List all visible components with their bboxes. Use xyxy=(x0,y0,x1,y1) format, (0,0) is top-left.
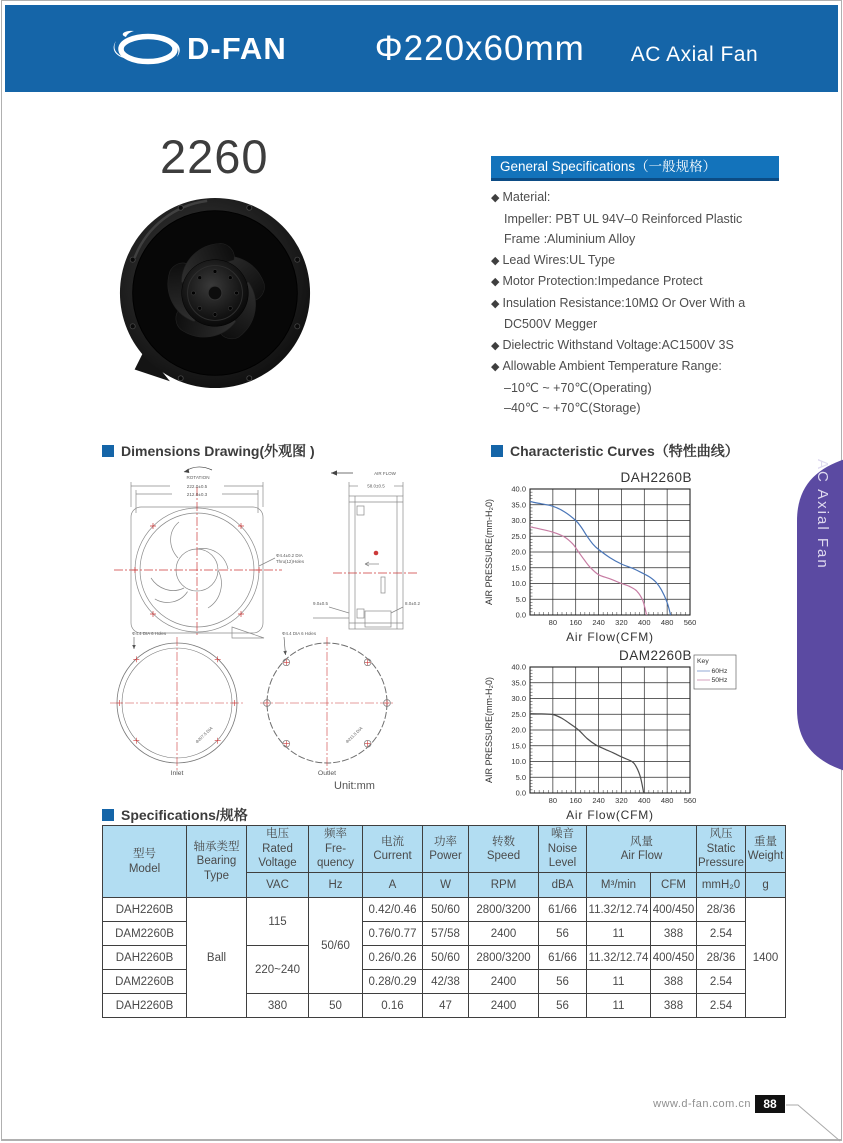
svg-text:0.0: 0.0 xyxy=(515,788,526,798)
dim-inner-label: 212.0±0.3 xyxy=(186,491,208,497)
side-tab-label: AC Axial Fan xyxy=(814,459,831,570)
col-header-weight: 重量 Weight xyxy=(746,826,786,873)
table-row xyxy=(103,898,786,922)
spec-item: ◆ Dielectric Withstand Voltage:AC1500V 3S xyxy=(491,337,734,352)
cell: 388 xyxy=(651,994,697,1018)
cell-weight: 1400 xyxy=(746,898,786,1018)
diamond-bullet-icon: ◆ xyxy=(491,339,500,352)
spec-item: ◆ Allowable Ambient Temperature Range: xyxy=(491,359,722,373)
thru-holes-label: Φ4.4±0.2 DIA xyxy=(276,553,303,558)
cell: 0.26/0.26 xyxy=(363,946,423,970)
spec-item: –40℃ ~ +70℃(Storage) xyxy=(504,401,641,415)
col-header-voltage: 电压 Rated Voltage xyxy=(247,826,309,873)
product-category: AC Axial Fan xyxy=(630,42,759,66)
cell-frequency: 50 xyxy=(309,994,363,1018)
unit-a: A xyxy=(363,873,423,898)
brand-logo xyxy=(110,28,287,70)
blue-square-icon xyxy=(102,445,114,457)
svg-text:320: 320 xyxy=(615,618,628,627)
blue-square-icon xyxy=(102,809,114,821)
cell: 47 xyxy=(423,994,469,1018)
outlet-caption: Outlet xyxy=(317,770,337,777)
cell: 11.32/12.74 xyxy=(587,946,651,970)
outlet-dia-label: Φ211.5 DIA xyxy=(344,725,364,745)
col-header-power: 功率 Power xyxy=(423,826,469,873)
svg-text:560: 560 xyxy=(683,618,697,627)
spec-item: ◆ Insulation Resistance:10MΩ Or Over With a xyxy=(491,295,746,310)
svg-text:320: 320 xyxy=(615,796,628,805)
chart-title: DAM2260B xyxy=(618,648,692,663)
cell-voltage: 220~240 xyxy=(247,946,309,994)
cell: 0.28/0.29 xyxy=(363,970,423,994)
svg-text:160: 160 xyxy=(569,618,582,627)
cell-frequency: 50/60 xyxy=(309,898,363,994)
unit-w: W xyxy=(423,873,469,898)
cell-model: DAH2260B xyxy=(103,946,187,970)
unit-m3min: M³/min xyxy=(587,873,651,898)
unit-hz: Hz xyxy=(309,873,363,898)
cell: 2400 xyxy=(469,970,539,994)
product-photo xyxy=(117,195,313,391)
col-header-frequency: 频率 Fre-quency xyxy=(309,826,363,873)
section-title-curves: Characteristic Curves（特性曲线） xyxy=(491,441,739,461)
chart-svg xyxy=(482,647,747,829)
y-axis-label: AIR PRESSURE(mm-H₂0) xyxy=(484,498,494,606)
cell-model: DAH2260B xyxy=(103,994,187,1018)
svg-text:25.0: 25.0 xyxy=(511,709,526,719)
chart-title: DAH2260B xyxy=(620,470,692,485)
svg-text:15.0: 15.0 xyxy=(511,741,526,751)
spec-item: DC500V Megger xyxy=(504,317,598,331)
cell: 11 xyxy=(587,970,651,994)
cell: 57/58 xyxy=(423,922,469,946)
cell: 0.76/0.77 xyxy=(363,922,423,946)
y-axis-label: AIR PRESSURE(mm-H₂0) xyxy=(484,676,494,784)
chart-dam2260b xyxy=(482,647,747,829)
unit-g: g xyxy=(746,873,786,898)
unit-cfm: CFM xyxy=(651,873,697,898)
spec-item: ◆ Motor Protection:Impedance Protect xyxy=(491,274,703,288)
thru-holes-label2: Thru(12)Holes xyxy=(276,559,305,564)
cell: 2.54 xyxy=(697,922,746,946)
svg-text:40.0: 40.0 xyxy=(511,662,526,672)
legend-entry: 50Hz xyxy=(711,677,728,685)
cell: 2800/3200 xyxy=(469,946,539,970)
x-axis-label: Air Flow(CFM) xyxy=(566,630,654,644)
svg-text:30.0: 30.0 xyxy=(511,516,526,526)
unit-dba: dBA xyxy=(539,873,587,898)
svg-text:40.0: 40.0 xyxy=(511,484,526,494)
cell: 2.54 xyxy=(697,994,746,1018)
svg-text:30.0: 30.0 xyxy=(511,694,526,704)
footer-website: www.d-fan.com.cn xyxy=(653,1098,751,1110)
legend-title: Key xyxy=(697,658,709,665)
chart-svg xyxy=(482,469,747,651)
inlet-holes-label: Φ4.4 DIA 6 Holes xyxy=(132,631,167,636)
dim-outer-label: 222.0±0.5 xyxy=(186,483,208,489)
col-header-static-pressure: 风压 Static Pressure xyxy=(697,826,746,873)
svg-text:240: 240 xyxy=(592,618,605,627)
drawing-inlet-view xyxy=(102,625,252,777)
cell: 2800/3200 xyxy=(469,898,539,922)
cell-bearing: Ball xyxy=(187,898,247,1018)
svg-text:5.0: 5.0 xyxy=(515,594,526,604)
cell: 2400 xyxy=(469,922,539,946)
svg-text:20.0: 20.0 xyxy=(511,725,526,735)
spec-item: ◆ Lead Wires:UL Type xyxy=(491,252,616,267)
cell: 2400 xyxy=(469,994,539,1018)
cell: 11 xyxy=(587,922,651,946)
cell-model: DAM2260B xyxy=(103,970,187,994)
unit-vac: VAC xyxy=(247,873,309,898)
cell: 11 xyxy=(587,994,651,1018)
inlet-caption: Inlet xyxy=(170,770,184,777)
diamond-bullet-icon: ◆ xyxy=(491,276,500,288)
diamond-bullet-icon: ◆ xyxy=(491,192,500,204)
rotation-label: ROTATION xyxy=(186,475,210,480)
svg-text:10.0: 10.0 xyxy=(511,579,526,589)
cell-voltage: 115 xyxy=(247,898,309,946)
cell: 56 xyxy=(539,994,587,1018)
x-axis-label: Air Flow(CFM) xyxy=(566,808,654,822)
cell: 388 xyxy=(651,922,697,946)
cell: 0.16 xyxy=(363,994,423,1018)
cell: 28/36 xyxy=(697,946,746,970)
svg-text:160: 160 xyxy=(569,796,582,805)
col-header-current: 电流 Current xyxy=(363,826,423,873)
cell-model: DAM2260B xyxy=(103,922,187,946)
model-number: 2260 xyxy=(160,130,269,183)
diamond-bullet-icon: ◆ xyxy=(491,361,500,373)
col-header-model: 型号 Model xyxy=(103,826,187,898)
svg-text:10.0: 10.0 xyxy=(511,757,526,767)
spec-item: ◆ Material: xyxy=(491,190,551,204)
cell: 11.32/12.74 xyxy=(587,898,651,922)
svg-text:20.0: 20.0 xyxy=(511,547,526,557)
section-title-dimensions: Dimensions Drawing(外观图 ) xyxy=(102,441,315,461)
svg-text:480: 480 xyxy=(660,618,674,627)
fan-swirl-icon xyxy=(110,28,184,70)
cell: 2.54 xyxy=(697,970,746,994)
cell: 400/450 xyxy=(651,946,697,970)
unit-label: Unit:mm xyxy=(334,780,375,792)
product-size-title: Φ220x60mm xyxy=(374,28,585,68)
svg-text:560: 560 xyxy=(683,796,697,805)
cell: 50/60 xyxy=(423,898,469,922)
col-header-speed: 转数 Speed xyxy=(469,826,539,873)
drawing-side-view xyxy=(307,461,437,639)
cell: 61/66 xyxy=(539,946,587,970)
svg-text:35.0: 35.0 xyxy=(511,500,526,510)
spec-item: Impeller: PBT UL 94V–0 Reinforced Plastic xyxy=(504,211,743,226)
blue-square-icon xyxy=(491,445,503,457)
cell: 56 xyxy=(539,970,587,994)
svg-text:25.0: 25.0 xyxy=(511,531,526,541)
spec-table xyxy=(102,825,786,1018)
svg-text:240: 240 xyxy=(592,796,605,805)
series-60Hz xyxy=(530,502,671,615)
inlet-dia-label: Φ207.5 DIA xyxy=(194,725,214,745)
section-title-specifications: Specifications/规格 xyxy=(102,805,248,825)
cell: 388 xyxy=(651,970,697,994)
datasheet-page xyxy=(1,0,842,1141)
side-dim-right: 8.0±0.2 xyxy=(405,601,420,606)
cell: 42/38 xyxy=(423,970,469,994)
general-specs-list xyxy=(491,187,791,419)
svg-text:15.0: 15.0 xyxy=(511,563,526,573)
svg-text:35.0: 35.0 xyxy=(511,678,526,688)
spec-item: Frame :Aluminium Alloy xyxy=(504,232,636,246)
spec-item: –10℃ ~ +70℃(Operating) xyxy=(504,380,652,395)
series-50Hz xyxy=(530,527,647,615)
cell: 0.42/0.46 xyxy=(363,898,423,922)
svg-text:0.0: 0.0 xyxy=(515,610,526,620)
svg-text:400: 400 xyxy=(638,618,651,627)
unit-mmh2o: mmH₂0 xyxy=(697,873,746,898)
side-dim-left: 9.0±0.5 xyxy=(313,601,328,606)
col-header-bearing: 轴承类型 Bearing Type xyxy=(187,826,247,898)
outlet-holes-label: Φ4.4 DIA 6 Holes xyxy=(282,631,317,636)
header-bar xyxy=(5,5,838,92)
drawing-outlet-view xyxy=(252,625,402,777)
cell: 61/66 xyxy=(539,898,587,922)
cell: 400/450 xyxy=(651,898,697,922)
svg-text:400: 400 xyxy=(638,796,651,805)
cell-voltage: 380 xyxy=(247,994,309,1018)
cell-model: DAH2260B xyxy=(103,898,187,922)
brand-name: D-FAN xyxy=(187,30,287,66)
corner-line xyxy=(784,1094,841,1142)
page-number-badge: 88 xyxy=(755,1095,785,1113)
general-specs-title: General Specifications（一般规格） xyxy=(491,156,779,178)
drawing-front-view xyxy=(94,461,314,639)
chart-dah2260b xyxy=(482,469,747,651)
diamond-bullet-icon: ◆ xyxy=(491,254,500,267)
svg-text:480: 480 xyxy=(660,796,674,805)
svg-text:80: 80 xyxy=(548,796,558,805)
legend-entry: 60Hz xyxy=(711,668,728,676)
col-header-airflow: 风量 Air Flow xyxy=(587,826,697,873)
air-flow-label: AIR FLOW xyxy=(374,471,396,476)
series-50/60Hz xyxy=(530,714,644,793)
cell: 56 xyxy=(539,922,587,946)
svg-text:5.0: 5.0 xyxy=(515,772,526,782)
col-header-noise: 噪音 Noise Level xyxy=(539,826,587,873)
diamond-bullet-icon: ◆ xyxy=(491,297,500,310)
side-width-dim: 58.0±0.5 xyxy=(367,483,385,489)
cell: 50/60 xyxy=(423,946,469,970)
unit-rpm: RPM xyxy=(469,873,539,898)
cell: 28/36 xyxy=(697,898,746,922)
side-tab-ac-axial-fan xyxy=(797,459,843,771)
svg-text:80: 80 xyxy=(548,618,558,627)
